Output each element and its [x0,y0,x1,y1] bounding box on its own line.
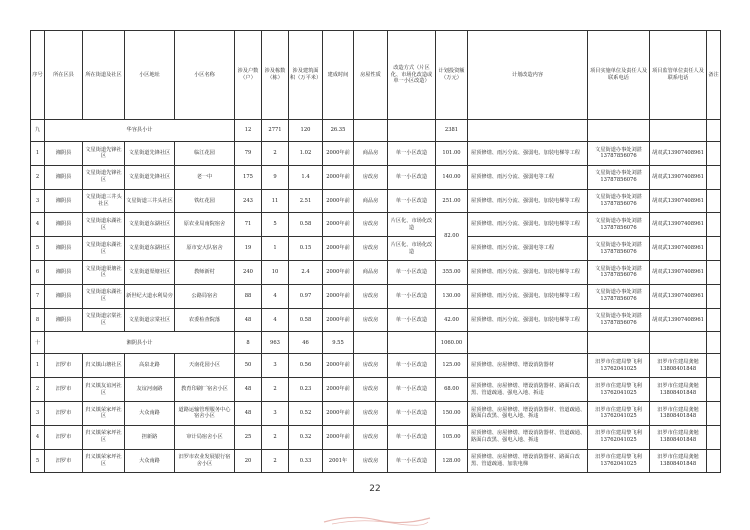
buildings-cell: 2 [262,378,289,402]
header-cell: 小区地址 [125,31,175,120]
buildings-cell: 4 [262,284,289,308]
implementer-cell: 文星街道办事处刘湛13787856076 [588,284,650,308]
property-type-cell: 房改房 [354,401,388,425]
content-cell: 屋顶修缮、雨污分流、强弱电、加装电梯等工程 [468,308,588,332]
property-type-cell: 房改房 [354,425,388,449]
header-cell: 序号 [31,31,45,120]
street-cell: 文星街道东湖社区 [83,213,125,237]
seq-cell: 4 [31,425,45,449]
count-cell: 8 [235,332,262,354]
community-name-cell: 老一中 [175,165,235,189]
investment-cell: 355.00 [436,260,468,284]
buildings-cell: 10 [262,260,289,284]
table-row [31,401,721,425]
table-row [31,165,721,189]
property-type-cell: 房改房 [354,354,388,378]
property-type-cell: 房改房 [354,308,388,332]
built-time-cell: 2000年前 [323,142,354,166]
area-cell: 1.02 [289,142,323,166]
street-cell: 归义镇友谊河社区 [83,378,125,402]
content-cell: 屋顶修缮、房屋修缮、增设消防器材 [468,354,588,378]
supervisor-cell: 汨罗市住建局龚勉13808401848 [650,354,707,378]
community-name-cell: 道路运输管理服务中心宿舍小区 [175,401,235,425]
empty-cell [388,332,436,354]
property-type-cell: 房改房 [354,449,388,473]
area-cell: 0.15 [289,237,323,261]
empty-cell [354,120,388,142]
header-cell: 计划改造内容 [468,31,588,120]
community-name-cell: 铁红花园 [175,189,235,213]
header-cell: 计划投资额（万元） [436,31,468,120]
street-cell: 文星街道宗棠社区 [83,308,125,332]
county-cell: 湘阴县 [45,165,83,189]
seq-cell: 1 [31,354,45,378]
buildings-cell: 1 [262,237,289,261]
built-time-cell: 2000年前 [323,260,354,284]
street-cell: 文星街道东湖社区 [83,237,125,261]
county-cell: 汨罗市 [45,354,83,378]
supervisor-cell: 汨罗市住建局龚勉13808401848 [650,449,707,473]
renovation-mode-cell: 单一小区改造 [388,401,436,425]
property-type-cell: 房改房 [354,237,388,261]
address-cell: 大众南路 [125,401,175,425]
investment-cell: 125.00 [436,354,468,378]
area-cell: 9.55 [323,332,354,354]
buildings-cell: 5 [262,213,289,237]
implementer-cell: 汨罗市住建局黎飞利13762041025 [588,378,650,402]
households-cell: 2771 [262,120,289,142]
street-cell: 归义镇荣家坪社区 [83,425,125,449]
community-name-cell: 原农业局南院宿舍 [175,213,235,237]
street-cell: 文星街道三井头社区 [83,189,125,213]
implementer-cell: 汨罗市住建局黎飞利13762041025 [588,449,650,473]
header-cell: 涉及建筑面积（万平米） [289,31,323,120]
seq-cell: 2 [31,165,45,189]
remark-cell [707,425,721,449]
content-cell: 屋顶修缮、房屋修缮、增设消防器材、管道疏通、路面白改黑、强电入地、拆违 [468,425,588,449]
header-cell: 备注 [707,31,721,120]
community-name-cell: 农委检查院落 [175,308,235,332]
supervisor-cell: 汨罗市住建局龚勉13808401848 [650,425,707,449]
address-cell: 担新路 [125,425,175,449]
investment-cell: 150.00 [436,401,468,425]
area-cell: 26.35 [323,120,354,142]
county-cell: 湘阴县 [45,260,83,284]
address-cell: 友谊河南路 [125,378,175,402]
renovation-mode-cell: 单一小区改造 [388,308,436,332]
area-cell: 0.58 [289,213,323,237]
table-row [31,237,721,261]
households-cell: 240 [235,260,262,284]
content-cell: 屋顶修缮、雨污分流、强弱电、加装电梯等工程 [468,284,588,308]
buildings-cell: 2 [262,449,289,473]
content-cell: 屋顶修缮、房屋修缮、增设消防器材、路面白改黑、管道疏通、加装电梯 [468,449,588,473]
renovation-mode-cell: 片区化、市场化改造 [388,237,436,261]
households-cell: 963 [262,332,289,354]
renovation-mode-cell: 单一小区改造 [388,425,436,449]
area-cell: 0.52 [289,401,323,425]
built-time-cell: 2000年前 [323,378,354,402]
count-cell: 12 [235,120,262,142]
investment-cell: 101.00 [436,142,468,166]
built-time-cell: 2000年前 [323,213,354,237]
seq-cell: 九 [31,120,45,142]
county-cell: 汨罗市 [45,449,83,473]
empty-cell [388,120,436,142]
community-name-cell: 原市安大队宿舍 [175,237,235,261]
empty-cell [468,120,588,142]
community-name-cell: 审计局宿舍小区 [175,425,235,449]
subtotal-label: 华容县小计 [45,120,235,142]
investment-cell: 42.00 [436,308,468,332]
households-cell: 20 [235,449,262,473]
community-name-cell: 公路局宿舍 [175,284,235,308]
content-cell: 屋顶修缮、雨污分流、强弱电等工程 [468,165,588,189]
community-name-cell: 天南花园小区 [175,354,235,378]
area-cell: 2.4 [289,260,323,284]
address-cell: 新世纪大道水利局旁 [125,284,175,308]
header-row [31,31,721,120]
address-cell: 文星街道渠塘社区 [125,260,175,284]
subtotal-row [31,120,721,142]
renovation-mode-cell: 单一小区改造 [388,449,436,473]
renovation-mode-cell: 单一小区改造 [388,284,436,308]
households-cell: 243 [235,189,262,213]
supervisor-cell: 胡双武13907408961 [650,308,707,332]
address-cell: 文星街道东湖社区 [125,213,175,237]
remark-cell [707,260,721,284]
built-time-cell: 2000年前 [323,354,354,378]
header-cell: 涉及户数（户） [235,31,262,120]
buildings-cell: 46 [289,332,323,354]
county-cell: 湘阴县 [45,189,83,213]
implementer-cell: 文星街道办事处刘湛13787856076 [588,308,650,332]
implementer-cell: 汨罗市住建局黎飞利13762041025 [588,401,650,425]
implementer-cell: 汨罗市住建局黎飞利13762041025 [588,354,650,378]
seq-cell: 十 [31,332,45,354]
empty-cell [468,332,588,354]
empty-cell [650,120,707,142]
households-cell: 19 [235,237,262,261]
property-type-cell: 商品房 [354,189,388,213]
buildings-cell: 4 [262,308,289,332]
built-time-cell: 2000年前 [323,425,354,449]
county-cell: 湘阴县 [45,142,83,166]
built-time-cell: 2000年前 [323,401,354,425]
renovation-table [30,30,721,473]
buildings-cell: 11 [262,189,289,213]
remark-cell [707,449,721,473]
supervisor-cell: 胡双武13907408961 [650,284,707,308]
county-cell: 湘阴县 [45,284,83,308]
county-cell: 湘阴县 [45,237,83,261]
implementer-cell: 文星街道办事处刘湛13787856076 [588,142,650,166]
seq-cell: 3 [31,401,45,425]
buildings-cell: 9 [262,165,289,189]
header-cell: 所在区县 [45,31,83,120]
county-cell: 汨罗市 [45,378,83,402]
content-cell: 屋顶修缮、房屋修缮、增设消防器材、路面白改黑、管道疏通、强电入地、拆违 [468,378,588,402]
remark-cell [707,237,721,261]
header-cell: 房屋性质 [354,31,388,120]
content-cell: 屋顶修缮、雨污分流、强弱电、加装电梯等工程 [468,213,588,237]
investment-cell: 68.00 [436,378,468,402]
street-cell: 文星街道先锋社区 [83,142,125,166]
investment-cell: 128.00 [436,449,468,473]
built-time-cell: 2001年 [323,449,354,473]
households-cell: 48 [235,401,262,425]
content-cell: 屋顶修缮、雨污分流、强弱电等工程 [468,237,588,261]
header-cell: 改造方式（片区化、市场化改造或单一小区改造） [388,31,436,120]
built-time-cell: 2000年前 [323,284,354,308]
households-cell: 71 [235,213,262,237]
remark-cell [707,189,721,213]
supervisor-cell: 胡双武13907408961 [650,237,707,261]
address-cell: 高泉北路 [125,354,175,378]
supervisor-cell: 胡双武13907408961 [650,165,707,189]
buildings-cell: 2 [262,425,289,449]
county-cell: 汨罗市 [45,425,83,449]
seq-cell: 5 [31,237,45,261]
address-cell: 大众南路 [125,449,175,473]
property-type-cell: 商品房 [354,142,388,166]
street-cell: 归义镇荣家坪社区 [83,449,125,473]
households-cell: 79 [235,142,262,166]
table-row [31,354,721,378]
area-cell: 1.4 [289,165,323,189]
remark-cell [707,284,721,308]
supervisor-cell: 胡双武13907408961 [650,142,707,166]
property-type-cell: 房改房 [354,284,388,308]
subtotal-label: 湘阴县小计 [45,332,235,354]
implementer-cell: 汨罗市住建局黎飞利13762041025 [588,425,650,449]
seq-cell: 8 [31,308,45,332]
implementer-cell: 文星街道办事处刘湛13787856076 [588,213,650,237]
table-row [31,425,721,449]
page-top-band [0,0,750,18]
buildings-cell: 2 [262,142,289,166]
content-cell: 屋顶修缮、雨污分流、强弱电、加装电梯等工程 [468,142,588,166]
table-row [31,142,721,166]
county-cell: 汨罗市 [45,401,83,425]
page-number: 22 [369,484,381,494]
empty-cell [588,332,650,354]
header-cell: 项目实施单位及责任人及联系电话 [588,31,650,120]
table-row [31,213,721,237]
supervisor-cell: 胡双武13907408961 [650,189,707,213]
empty-cell [650,332,707,354]
remark-cell [707,308,721,332]
supervisor-cell: 汨罗市住建局龚勉13808401848 [650,378,707,402]
seq-cell: 5 [31,449,45,473]
buildings-cell: 120 [289,120,323,142]
area-cell: 0.23 [289,378,323,402]
households-cell: 175 [235,165,262,189]
table-row [31,260,721,284]
implementer-cell: 文星街道办事处刘湛13787856076 [588,260,650,284]
implementer-cell: 文星街道办事处刘湛13787856076 [588,189,650,213]
county-cell: 湘阴县 [45,308,83,332]
implementer-cell: 文星街道办事处刘湛13787856076 [588,165,650,189]
community-name-cell: 教育印刷厂宿舍小区 [175,378,235,402]
remark-cell [707,213,721,237]
area-cell: 0.58 [289,308,323,332]
subtotal-row [31,332,721,354]
street-cell: 文星街道东湖社区 [83,284,125,308]
renovation-mode-cell: 单一小区改造 [388,142,436,166]
investment-cell: 2381 [436,120,468,142]
remark-cell [707,354,721,378]
area-cell: 0.56 [289,354,323,378]
investment-cell: 105.00 [436,425,468,449]
property-type-cell: 商品房 [354,260,388,284]
empty-cell [707,332,721,354]
area-cell: 0.97 [289,284,323,308]
empty-cell [354,332,388,354]
empty-cell [588,120,650,142]
remark-cell [707,165,721,189]
remark-cell [707,401,721,425]
county-cell: 湘阴县 [45,213,83,237]
property-type-cell: 房改房 [354,378,388,402]
table-row [31,308,721,332]
community-name-cell: 临江花园 [175,142,235,166]
households-cell: 48 [235,378,262,402]
content-cell: 屋顶修缮、雨污分流、强弱电、加装电梯等工程 [468,189,588,213]
investment-cell: 1060.00 [436,332,468,354]
table-row [31,284,721,308]
seq-cell: 3 [31,189,45,213]
area-cell: 0.32 [289,425,323,449]
supervisor-cell: 胡双武13907408961 [650,260,707,284]
merged-investment-cell: 82.00 [436,213,468,261]
header-cell: 项目监管单位责任人及联系电话 [650,31,707,120]
street-cell: 文星街道渠塘社区 [83,260,125,284]
street-cell: 归义镇荣家坪社区 [83,401,125,425]
built-time-cell: 2000年前 [323,308,354,332]
address-cell: 文星街道三井头社区 [125,189,175,213]
households-cell: 50 [235,354,262,378]
built-time-cell: 2000年前 [323,189,354,213]
address-cell: 文星街道先锋社区 [125,165,175,189]
buildings-cell: 3 [262,354,289,378]
seq-cell: 1 [31,142,45,166]
address-cell: 文星街道东湖社区 [125,237,175,261]
remark-cell [707,378,721,402]
community-name-cell: 汨罗市农业发展银行宿舍小区 [175,449,235,473]
address-cell: 文星街道先锋社区 [125,142,175,166]
seq-cell: 7 [31,284,45,308]
table-row [31,189,721,213]
area-cell: 2.51 [289,189,323,213]
investment-cell: 251.00 [436,189,468,213]
investment-cell: 130.00 [436,284,468,308]
seq-cell: 4 [31,213,45,237]
remark-cell [707,142,721,166]
households-cell: 25 [235,425,262,449]
area-cell: 0.33 [289,449,323,473]
renovation-mode-cell: 单一小区改造 [388,354,436,378]
header-cell: 涉及栋数（栋） [262,31,289,120]
built-time-cell: 2000年前 [323,165,354,189]
street-cell: 文星街道先锋社区 [83,165,125,189]
built-time-cell: 2000年前 [323,237,354,261]
header-cell: 小区名称 [175,31,235,120]
address-cell: 文星街道宗棠社区 [125,308,175,332]
table-row [31,449,721,473]
buildings-cell: 3 [262,401,289,425]
street-cell: 归义镇山塘社区 [83,354,125,378]
header-cell: 所在街道及社区 [83,31,125,120]
seq-cell: 6 [31,260,45,284]
seal-stamp-mark [322,512,432,526]
renovation-mode-cell: 单一小区改造 [388,189,436,213]
property-type-cell: 房改房 [354,165,388,189]
empty-cell [707,120,721,142]
supervisor-cell: 胡双武13907408961 [650,213,707,237]
table-row [31,378,721,402]
seq-cell: 2 [31,378,45,402]
renovation-mode-cell: 片区化、市场化改造 [388,213,436,237]
renovation-mode-cell: 单一小区改造 [388,378,436,402]
content-cell: 屋顶修缮、雨污分流、强弱电、加装电梯等工程 [468,260,588,284]
households-cell: 48 [235,308,262,332]
implementer-cell: 文星街道办事处刘湛13787856076 [588,237,650,261]
investment-cell: 140.00 [436,165,468,189]
content-cell: 屋顶修缮、房屋修缮、增设消防器材、管道疏通、路面白改黑、强电入地、拆违 [468,401,588,425]
supervisor-cell: 汨罗市住建局龚勉13808401848 [650,401,707,425]
households-cell: 88 [235,284,262,308]
header-cell: 建成时间 [323,31,354,120]
property-type-cell: 房改房 [354,213,388,237]
community-name-cell: 教师新村 [175,260,235,284]
renovation-mode-cell: 单一小区改造 [388,165,436,189]
renovation-mode-cell: 单一小区改造 [388,260,436,284]
